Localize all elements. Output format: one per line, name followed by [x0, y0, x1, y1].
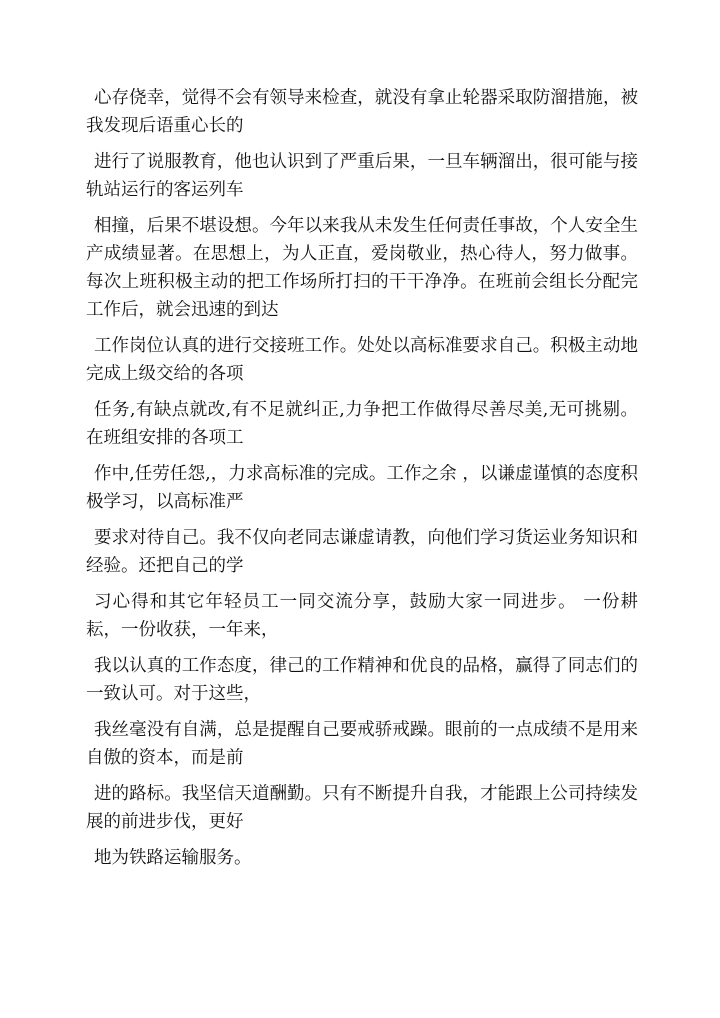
paragraph: 地为铁路运输服务。	[94, 848, 252, 868]
paragraph: 相撞，后果不堪设想。今年以来我从未发生任何责任事故，个人安全生产成绩显著。在思想上，为人正直，爱岗敬业，热心待人，努力做事。每次上班积极主动的把工作场所打扫的干干净净。在班前会组长分配完工作后，就会迅速的到达	[86, 216, 638, 320]
paragraph: 进行了说服教育，他也认识到了严重后果，一旦车辆溜出，很可能与接轨站运行的客运列车	[86, 152, 638, 200]
paragraph: 习心得和其它年轻员工一同交流分享，鼓励大家一同进步。 一份耕耘，一份收获，一年来，	[86, 592, 638, 640]
paragraph: 作中,任劳任怨,，力求高标准的完成。工作之余 ，以谦虚谨慎的态度积极学习，以高标准严	[86, 464, 638, 512]
paragraph: 心存侥幸，觉得不会有领导来检查，就没有拿止轮器采取防溜措施，被我发现后语重心长的	[86, 88, 638, 136]
paragraph: 我丝毫没有自满，总是提醒自己要戒骄戒躁。眼前的一点成绩不是用来自傲的资本，而是前	[86, 720, 638, 768]
document-body	[86, 84, 638, 880]
paragraph: 工作岗位认真的进行交接班工作。处处以高标准要求自己。积极主动地完成上级交给的各项	[86, 336, 638, 384]
paragraph: 要求对待自己。我不仅向老同志谦虚请教，向他们学习货运业务知识和经验。还把自己的学	[86, 528, 638, 576]
paragraph: 我以认真的工作态度，律己的工作精神和优良的品格，赢得了同志们的一致认可。对于这些，	[86, 656, 638, 704]
paragraph: 任务,有缺点就改,有不足就纠正,力争把工作做得尽善尽美,无可挑剔。在班组安排的各项工	[86, 400, 638, 448]
paragraph: 进的路标。我坚信天道酬勤。只有不断提升自我，才能跟上公司持续发展的前进步伐，更好	[86, 784, 638, 832]
